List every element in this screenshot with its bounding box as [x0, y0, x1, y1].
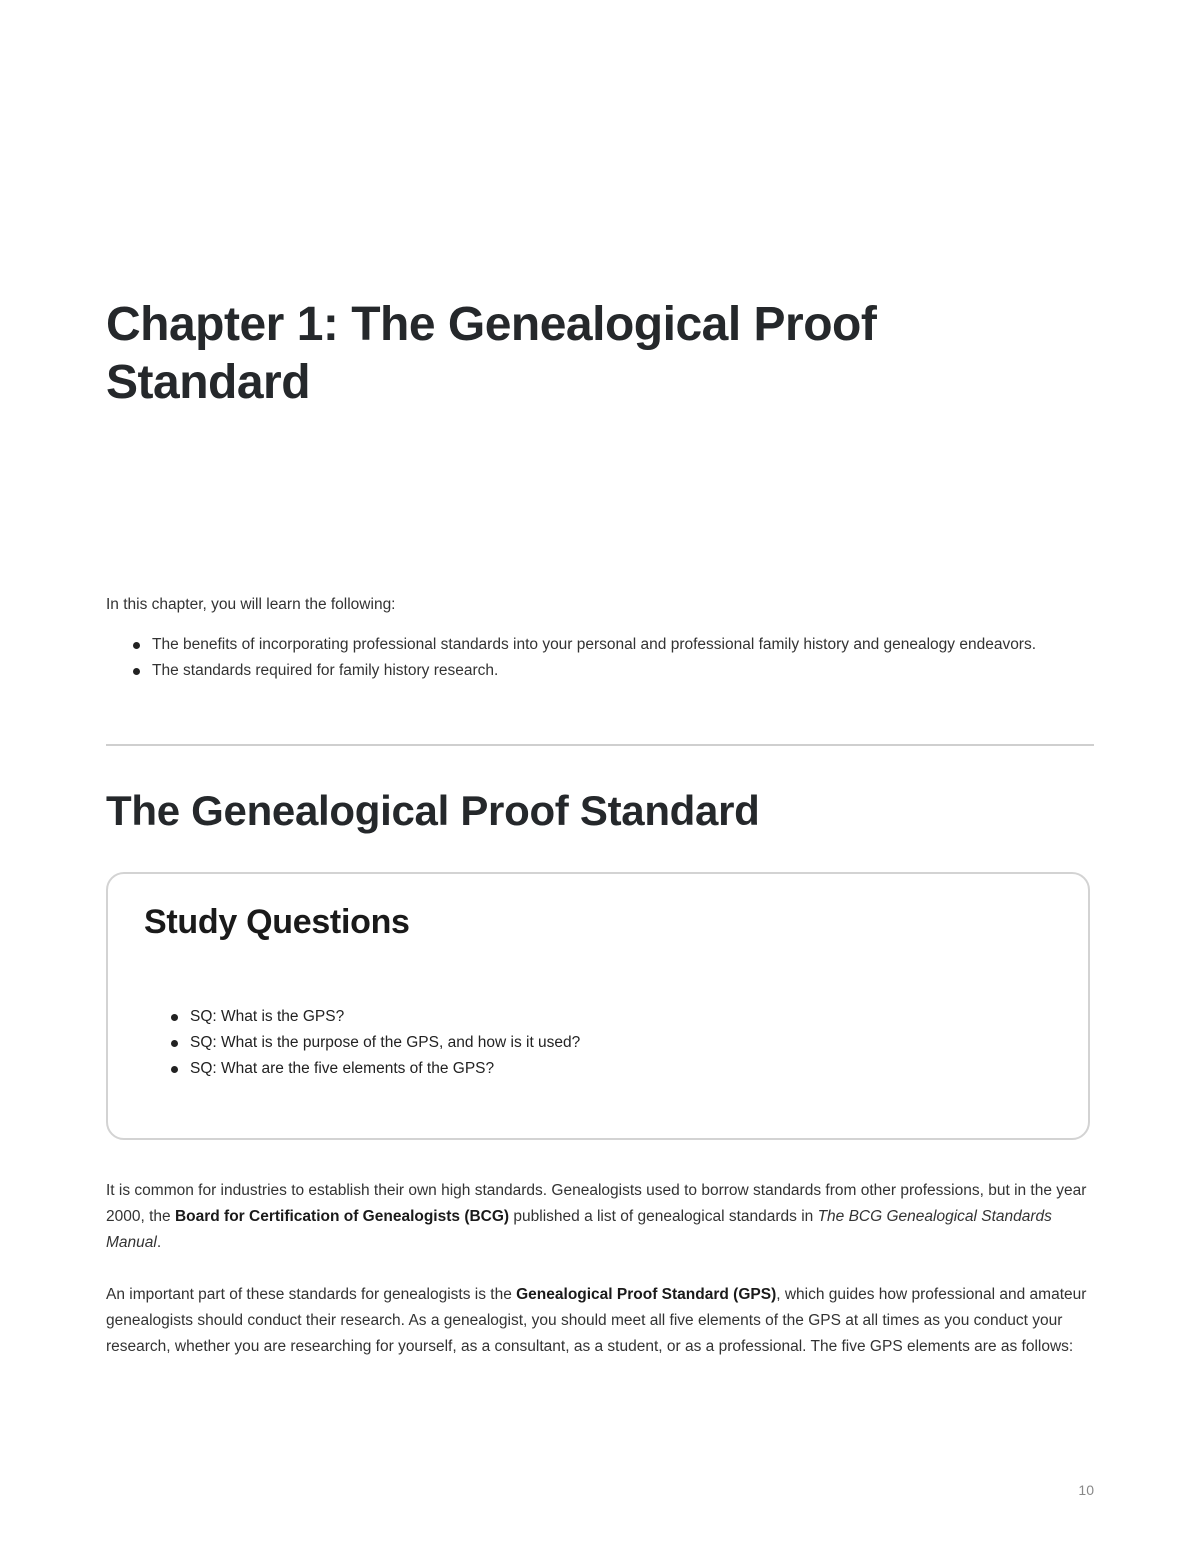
paragraph-gps	[106, 1282, 1094, 1360]
page-number: 10	[1078, 1482, 1094, 1498]
paragraph-text: It is common for industries to establish their own high standards. Genealogists used to borrow standards from other professions, but in the year 2000, the	[106, 1182, 1087, 1225]
study-questions-list	[144, 1004, 580, 1082]
paragraph-bcg	[106, 1178, 1094, 1256]
study-question-item: SQ: What is the purpose of the GPS, and how is it used?	[190, 1030, 580, 1056]
paragraph-text: An important part of these standards for genealogists is the	[106, 1286, 517, 1303]
learning-objectives-list	[106, 632, 1094, 684]
chapter-title: Chapter 1: The Genealogical Proof Standard	[106, 298, 877, 409]
body-text	[106, 1178, 1094, 1386]
learning-objective-item: The benefits of incorporating professional standards into your personal and professional family history and genealogy endeavors.	[152, 632, 1094, 658]
paragraph-text: , which guides how professional and amateur genealogists should conduct their research. As a genealogist, you should meet all five elements of the GPS at all times as you conduct your research, whether you are researching for yourself, as a consultant, as a student, or as a professional. The five GPS elements are as follows:	[106, 1286, 1087, 1355]
study-question-item: SQ: What is the GPS?	[190, 1004, 580, 1030]
chapter-intro	[106, 592, 1094, 684]
learning-objective-item: The standards required for family history research.	[152, 658, 1094, 684]
manual-title: The BCG Genealogical Standards Manual	[106, 1208, 1052, 1251]
gps-term: Genealogical Proof Standard (GPS)	[516, 1286, 777, 1303]
intro-lead: In this chapter, you will learn the following:	[106, 596, 396, 613]
paragraph-text: .	[156, 1234, 162, 1251]
section-heading: The Genealogical Proof Standard	[106, 787, 760, 834]
paragraph-text: published a list of genealogical standards in	[509, 1208, 818, 1225]
study-question-item: SQ: What are the five elements of the GPS?	[190, 1056, 580, 1082]
study-questions-title: Study Questions	[144, 903, 410, 941]
study-questions-list-wrapper	[144, 1004, 580, 1082]
section-divider	[106, 744, 1094, 746]
document-page	[106, 0, 1094, 1553]
study-questions-box	[106, 872, 1090, 1140]
bcg-term: Board for Certification of Genealogists (BCG)	[174, 1208, 510, 1225]
